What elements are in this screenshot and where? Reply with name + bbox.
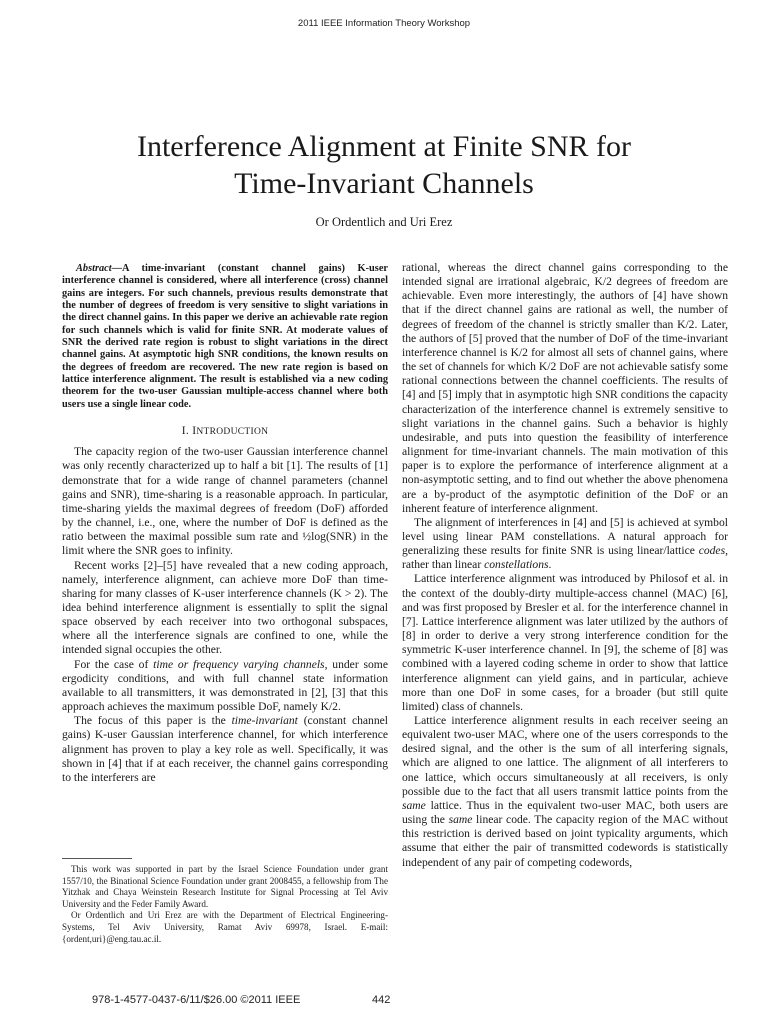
authors: Or Ordentlich and Uri Erez — [315, 215, 453, 229]
abstract — [62, 263, 388, 411]
paragraph-emphasis: codes — [698, 544, 726, 558]
paragraph-text: lattice. Thus in the equivalent two-user MAC, both users are using the — [402, 798, 728, 827]
paragraph-text: . — [548, 558, 552, 572]
paragraph — [62, 658, 388, 715]
section-heading-introduction — [62, 424, 388, 439]
copyright-footer: 978-1-4577-0437-6/11/$26.00 ©2011 IEEE — [92, 994, 301, 1006]
footnotes — [62, 864, 388, 945]
abstract-body: —A time-invariant (constant channel gains) K-user interference channel is considered, where all interference (cross) channel gains are integers. For such channels, previous results demonstrate that the number of degrees of freedom is very sensitive to slight variations in the direct channel gains. In this paper we derive an achievable rate region for such channels which is valid for finite SNR. At moderate values of SNR the derived rate region is robust to slight variations in the direct channel gains. At asymptotic high SNR conditions, the known results on the degrees of freedom are recovered. The new rate region is based on lattice interference alignment. The result is established via a new coding theorem for the two-user Gaussian multiple-access channel where both users use a single linear code. — [62, 263, 388, 410]
paragraph-text: The alignment of interferences in [4] and [5] is achieved at symbol level using linear PAM constellations. A natural approach for generalizing these results for finite SNR is using linear/lattice — [402, 515, 728, 558]
paragraph-text: linear code. The capacity region of the MAC without this restriction is derived based on joint typicality arguments, which assume that either the pair of transmitted codewords is statistically independent of any pair of competing codewords, — [402, 813, 728, 869]
paragraph-emphasis: same — [448, 813, 473, 827]
section-title-rest: NTRODUCTION — [196, 427, 269, 438]
section-first-letter: I — [192, 425, 197, 438]
title-line-1: Interference Alignment at Finite SNR for — [136, 130, 632, 163]
left-column — [62, 263, 388, 785]
page-number: 442 — [372, 994, 391, 1006]
paragraph-text: , under some ergodicity conditions, and with full channel state information available to all transmitters, it was demonstrated in [2], [3] that this approach achieves the maximum possible DoF, namely K/2. — [62, 657, 388, 714]
section-number: I. — [181, 425, 193, 438]
paragraph-emphasis: same — [402, 798, 426, 812]
paragraph: rational, whereas the direct channel gains corresponding to the intended signal are irrational algebraic, K/2 degrees of freedom are achievable. Even more interestingly, the authors of [4] have shown that if the direct channel gains are rational as well, the number of degrees of freedom of the channel is strictly smaller than K/2. Later, the authors of [5] proved that the number of DoF of the time-invariant interference channel is K/2 for almost all sets of channel gains, where the set of channels for which K/2 DoF are not achievable satisfy some rational connections between the channel coefficients. The results of [4] and [5] imply that in asymptotic high SNR conditions the capacity characterization of the interference channel is extremely sensitive to slight variations in the channel gains. Such a behavior is highly undesirable, and puts into question the feasibility of interference alignment for time-invariant channels. The main motivation of this paper is to explore the performance of interference alignment at a non-asymptotic setting, and to find out whether the above phenomena are a by-product of the asymptotic definition of the DoF or an inherent feature of interference alignment. — [402, 261, 728, 515]
conference-header: 2011 IEEE Information Theory Workshop — [297, 18, 471, 29]
abstract-lead: Abstract — [76, 263, 112, 274]
footnote: This work was supported in part by the Israel Science Foundation under grant 1557/10, the Binational Science Foundation under grant 2008455, a fellowship from The Yitzhak and Chaya Weinstein Research Institute for Signal Processing at Tel Aviv University and the Feder Family Award. — [62, 864, 388, 909]
paragraph-text: , rather than linear — [402, 544, 728, 572]
paper-title — [60, 128, 708, 202]
footnote: Or Ordentlich and Uri Erez are with the Department of Electrical Engineering-Systems, Tel Aviv University, Ramat Aviv 69978, Israel. E-mail: {ordent,uri}@eng.tau.ac.il. — [62, 910, 388, 944]
paragraph-text: The focus of this paper is the — [74, 714, 232, 728]
paragraph: The capacity region of the two-user Gaussian interference channel was only recently characterized up to half a bit [1]. The results of [1] demonstrate that for a wide range of channel parameters (channel gains and SNR), time-sharing is a reasonable approach. In particular, time-sharing yields the maximal degrees of freedom (DoF) afforded by the channel, i.e., one, where the number of DoF is defined as the ratio between the maximal possible sum rate and ½log(SNR) in the limit where the SNR goes to infinity. — [62, 445, 388, 558]
paragraph-emphasis: time or frequency varying channels — [153, 657, 325, 671]
paragraph-emphasis: constellations — [484, 558, 549, 572]
paragraph — [402, 714, 728, 870]
paragraph-text: (constant channel gains) K-user Gaussian interference channel, for which interference alignment has proven to play a key role as well. Specifically, it was shown in [4] that if at each receiver, the channel gains corresponding to the interferers are — [62, 714, 389, 784]
right-column — [402, 261, 728, 870]
paragraph-text: Lattice interference alignment results in each receiver seeing an equivalent two-user MAC, where one of the users corresponds to the desired signal, and the other is the sum of all interfering signals, which are aligned to one lattice. The alignment of all interferers to one lattice, which occurs simultaneously at all receivers, is only possible due to the fact that all users transmit lattice points from the — [402, 714, 728, 798]
paragraph — [402, 516, 728, 573]
title-line-2: Time-Invariant Channels — [234, 167, 534, 200]
paragraph-emphasis: time-invariant — [231, 714, 298, 728]
paragraph: Lattice interference alignment was introduced by Philosof et al. in the context of the doubly-dirty multiple-access channel (MAC) [6], and was first proposed by Bresler et al. for the interference channel in [7]. Lattice interference alignment was later utilized by the authors of [8] in order to derive a very strong interference condition for the symmetric K-user interference channel. In [9], the scheme of [8] was combined with a layered coding scheme in order to show that lattice interference alignment can yield gains, and in particular, achieve more than one DoF in some cases, for a broader (but still quite limited) class of channels. — [402, 572, 728, 713]
footnote-rule — [62, 858, 132, 859]
paragraph-text: For the case of — [74, 657, 154, 671]
paragraph: Recent works [2]–[5] have revealed that a new coding approach, namely, interference alignment, can achieve more DoF than time-sharing for many classes of K-user interference channels (K > 2). The idea behind interference alignment is essentially to split the signal space observed by each receiver into two orthogonal subspaces, where all the interference signals are confined to one, while the intended signal occupies the other. — [62, 558, 388, 657]
paragraph — [62, 714, 388, 785]
